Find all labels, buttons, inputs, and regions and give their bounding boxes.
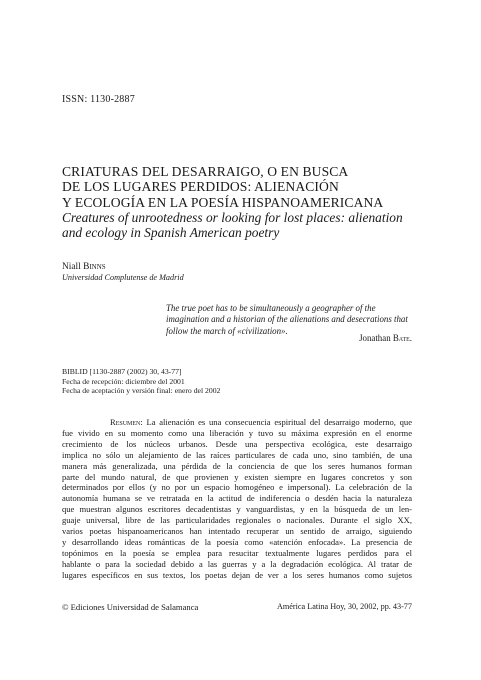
abstract-line-text: : La alienación es una consecuencia espiritual del desarraigo moderno, que	[140, 417, 412, 427]
accepted-date: Fecha de aceptación y versión final: enero del 2002	[62, 386, 221, 396]
epigraph-source-last: Bate.	[392, 333, 412, 343]
abstract-line: topónimos en la poesía se emplea para resucitar textualmente lugares perdidos para el	[62, 547, 412, 558]
abstract-line: parte del mundo natural, de que provienen y existen siempre en lugares concretos y son	[62, 471, 412, 482]
author-name	[62, 262, 106, 272]
footer-citation: América Latina Hoy, 30, 2002, pp. 43-77	[277, 602, 412, 611]
received-date: Fecha de recepción: diciembre del 2001	[62, 376, 185, 386]
author-affiliation: Universidad Complutense de Madrid	[62, 273, 184, 282]
abstract-line: que muestran algunos escritores decadentistas y vanguardistas, y en la búsqueda de un len-	[62, 504, 412, 515]
abstract-line: crecimiento de los núcleos urbanos. Desde una perspectiva ecológica, este desarraigo	[62, 438, 412, 449]
abstract-line: lugares específicos en sus textos, los poetas dejan de ver a los seres humanos como sujetos	[62, 569, 412, 580]
title-line: DE LOS LUGARES PERDIDOS: ALIENACIÓN	[62, 179, 339, 195]
biblid-line: BIBLID [1130-2887 (2002) 30, 43-77]	[62, 367, 182, 376]
abstract-line: implica no sólo un alejamiento de las raíces particulares de cada uno, sino también, de una	[62, 449, 412, 460]
abstract-line: guaje universal, libre de las particularidades regionales o nacionales. Durante el siglo XX,	[62, 515, 412, 526]
abstract-label: Resumen	[110, 417, 141, 427]
abstract-line: fue vivido en su momento como una liberación y tuvo su máxima expresión en el enorme	[62, 427, 412, 438]
abstract	[62, 417, 412, 581]
article-title	[62, 164, 442, 210]
abstract-line: hablante o para la sociedad debido a las guerras y a la degradación ecológica. Al tratar de	[62, 558, 412, 569]
epigraph-line: The true poet has to be simultaneously a geographer of the	[166, 303, 376, 313]
abstract-line: y desarrollando ideas románticas de la poesía como «atención enfocada». La presencia de	[62, 536, 412, 547]
epigraph-source	[250, 333, 412, 343]
biblid-block	[62, 367, 220, 396]
title-line: CRIATURAS DEL DESARRAIGO, O EN BUSCA	[62, 164, 349, 179]
issn: ISSN: 1130-2887	[62, 94, 135, 105]
author-first-name: Niall	[62, 262, 84, 272]
author-last-name: Binns	[83, 262, 106, 272]
abstract-line: varios poetas hispanoamericanos han intentado recuperar un sentido de arraigo, siguiendo	[62, 526, 412, 537]
abstract-line	[62, 417, 412, 428]
epigraph-line: imagination and a historian of the alienations and desecrations that	[166, 314, 408, 325]
subtitle-line: Creatures of unrootedness or looking for lost places: alienation	[62, 210, 403, 225]
abstract-line: determinados por ellos (y no por un espacio homogéneo e impersonal). La celebración de la	[62, 482, 412, 493]
abstract-line: manera más generalizada, una pérdida de la conciencia de que los seres humanos forman	[62, 460, 412, 471]
abstract-line: autonomía humana se ve retratada en la actitud de indiferencia o desdén hacia la naturaleza	[62, 493, 412, 504]
footer-copyright: © Ediciones Universidad de Salamanca	[62, 602, 199, 612]
epigraph-source-first: Jonathan	[359, 333, 393, 343]
article-subtitle	[62, 210, 442, 241]
epigraph-line: follow the march of «civilization».	[166, 325, 288, 336]
epigraph-quote	[166, 303, 412, 337]
subtitle-line: and ecology in Spanish American poetry	[62, 225, 280, 241]
title-line: Y ECOLOGÍA EN LA POESÍA HISPANOAMERICANA	[62, 194, 384, 210]
